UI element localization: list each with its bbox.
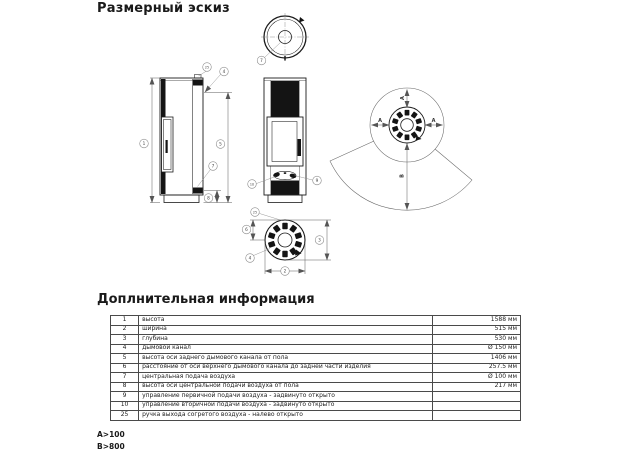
row-value — [432, 411, 520, 421]
leader-line — [254, 249, 271, 256]
label-a-right: A — [431, 118, 436, 124]
row-description: ширина — [139, 325, 433, 335]
row-value: Ø 100 мм — [432, 373, 520, 383]
table-row — [111, 363, 521, 373]
table-row — [111, 401, 521, 411]
row-number: 8 — [111, 382, 139, 392]
svg-text:3: 3 — [318, 237, 321, 243]
callout-7 — [257, 56, 266, 65]
air-inlet-circular-view — [257, 13, 309, 65]
callout-4-top — [246, 254, 255, 263]
row-description: высота оси центральной подачи воздуха от пола — [139, 382, 433, 392]
label-a-top: A — [400, 96, 406, 100]
base-pedestal — [164, 195, 199, 203]
row-value: 217 мм — [432, 382, 520, 392]
leader-line — [199, 71, 207, 76]
svg-text:25: 25 — [204, 65, 210, 70]
row-number: 7 — [111, 373, 139, 383]
callout-25-side — [203, 63, 212, 72]
svg-text:8: 8 — [207, 195, 210, 201]
note-b: B>800 — [97, 442, 125, 451]
clearance-notes — [97, 429, 125, 453]
label-a-left: A — [378, 118, 382, 124]
table-row — [111, 392, 521, 402]
row-description: расстояние от оси верхнего дымового канала до задней части изделия — [139, 363, 433, 373]
stove-side-view — [140, 63, 232, 203]
clearance-diagram — [330, 88, 472, 210]
row-value: Ø 150 мм — [432, 344, 520, 354]
table-row — [111, 354, 521, 364]
row-number: 2 — [111, 325, 139, 335]
base-pedestal — [268, 195, 302, 203]
additional-info-table — [110, 315, 521, 421]
callout-3 — [315, 236, 324, 245]
flue-opening — [401, 119, 414, 132]
table-row — [111, 325, 521, 335]
callout-1 — [140, 139, 149, 148]
stove-front-view — [248, 78, 322, 203]
callout-7-side — [209, 162, 218, 171]
table-row — [111, 344, 521, 354]
section-title: Доплнительная информация — [97, 292, 315, 307]
svg-text:4: 4 — [222, 69, 226, 74]
dial-center-mark — [284, 172, 286, 174]
svg-text:25: 25 — [252, 210, 258, 215]
row-value: 515 мм — [432, 325, 520, 335]
callout-25-top — [251, 208, 260, 217]
row-description: ручка выхода согретого воздуха - налево открыто — [139, 411, 433, 421]
svg-text:5: 5 — [219, 141, 222, 147]
door-handle-profile — [166, 140, 168, 153]
row-description: дымовой канал — [139, 344, 433, 354]
air-inlet-section — [193, 188, 203, 194]
row-number: 9 — [111, 392, 139, 402]
leader-line — [295, 176, 313, 181]
callout-2 — [281, 267, 290, 276]
row-value — [432, 401, 520, 411]
callout-9 — [313, 176, 322, 185]
svg-text:7: 7 — [211, 163, 215, 169]
row-value: 1588 мм — [432, 316, 520, 326]
row-value: 1406 мм — [432, 354, 520, 364]
warm-air-grille — [392, 110, 422, 140]
row-number: 5 — [111, 354, 139, 364]
row-number: 1 — [111, 316, 139, 326]
row-description: глубина — [139, 335, 433, 345]
row-description: управление первичной подачи воздуха - задвинуто открыто — [139, 392, 433, 402]
upper-black-panel — [271, 81, 299, 117]
lower-black-panel — [271, 181, 299, 195]
leader-line — [260, 214, 283, 221]
callout-6 — [242, 225, 251, 234]
svg-text:9: 9 — [315, 178, 319, 183]
callout-8 — [204, 194, 213, 203]
stove-top-view — [242, 208, 331, 276]
row-description: центральная подача воздуха — [139, 373, 433, 383]
callout-5 — [216, 140, 225, 149]
extension-lines-height — [150, 78, 160, 203]
door-handle — [298, 139, 302, 156]
label-b: B — [399, 174, 406, 178]
flue-opening — [278, 233, 292, 247]
svg-text:6: 6 — [245, 227, 248, 232]
page-title: Размерный эскиз — [97, 1, 230, 16]
row-number: 10 — [111, 401, 139, 411]
callout-4-side — [220, 67, 229, 76]
row-description: высота — [139, 316, 433, 326]
row-description: высота оси заднего дымового канала от пола — [139, 354, 433, 364]
svg-text:7: 7 — [260, 58, 263, 63]
svg-text:2: 2 — [283, 268, 287, 274]
rear-flue-section — [193, 80, 203, 86]
note-a: A>100 — [97, 430, 125, 439]
row-number: 6 — [111, 363, 139, 373]
svg-text:10: 10 — [249, 182, 255, 187]
row-number: 3 — [111, 335, 139, 345]
table-row — [111, 316, 521, 326]
row-value: 257.5 мм — [432, 363, 520, 373]
table-row — [111, 335, 521, 345]
row-value: 530 мм — [432, 335, 520, 345]
table-row — [111, 373, 521, 383]
svg-text:4: 4 — [248, 255, 252, 261]
table-row — [111, 411, 521, 421]
svg-text:1: 1 — [142, 141, 146, 146]
leader-line — [198, 170, 211, 187]
row-description: управление вторичной подачи воздуха - задвинуто открыто — [139, 401, 433, 411]
leader-line — [205, 75, 221, 93]
callout-10 — [248, 180, 257, 189]
leader-line — [265, 42, 282, 58]
row-value — [432, 392, 520, 402]
orientation-mark — [299, 17, 305, 23]
table-row — [111, 382, 521, 392]
row-number: 4 — [111, 344, 139, 354]
row-number: 25 — [111, 411, 139, 421]
